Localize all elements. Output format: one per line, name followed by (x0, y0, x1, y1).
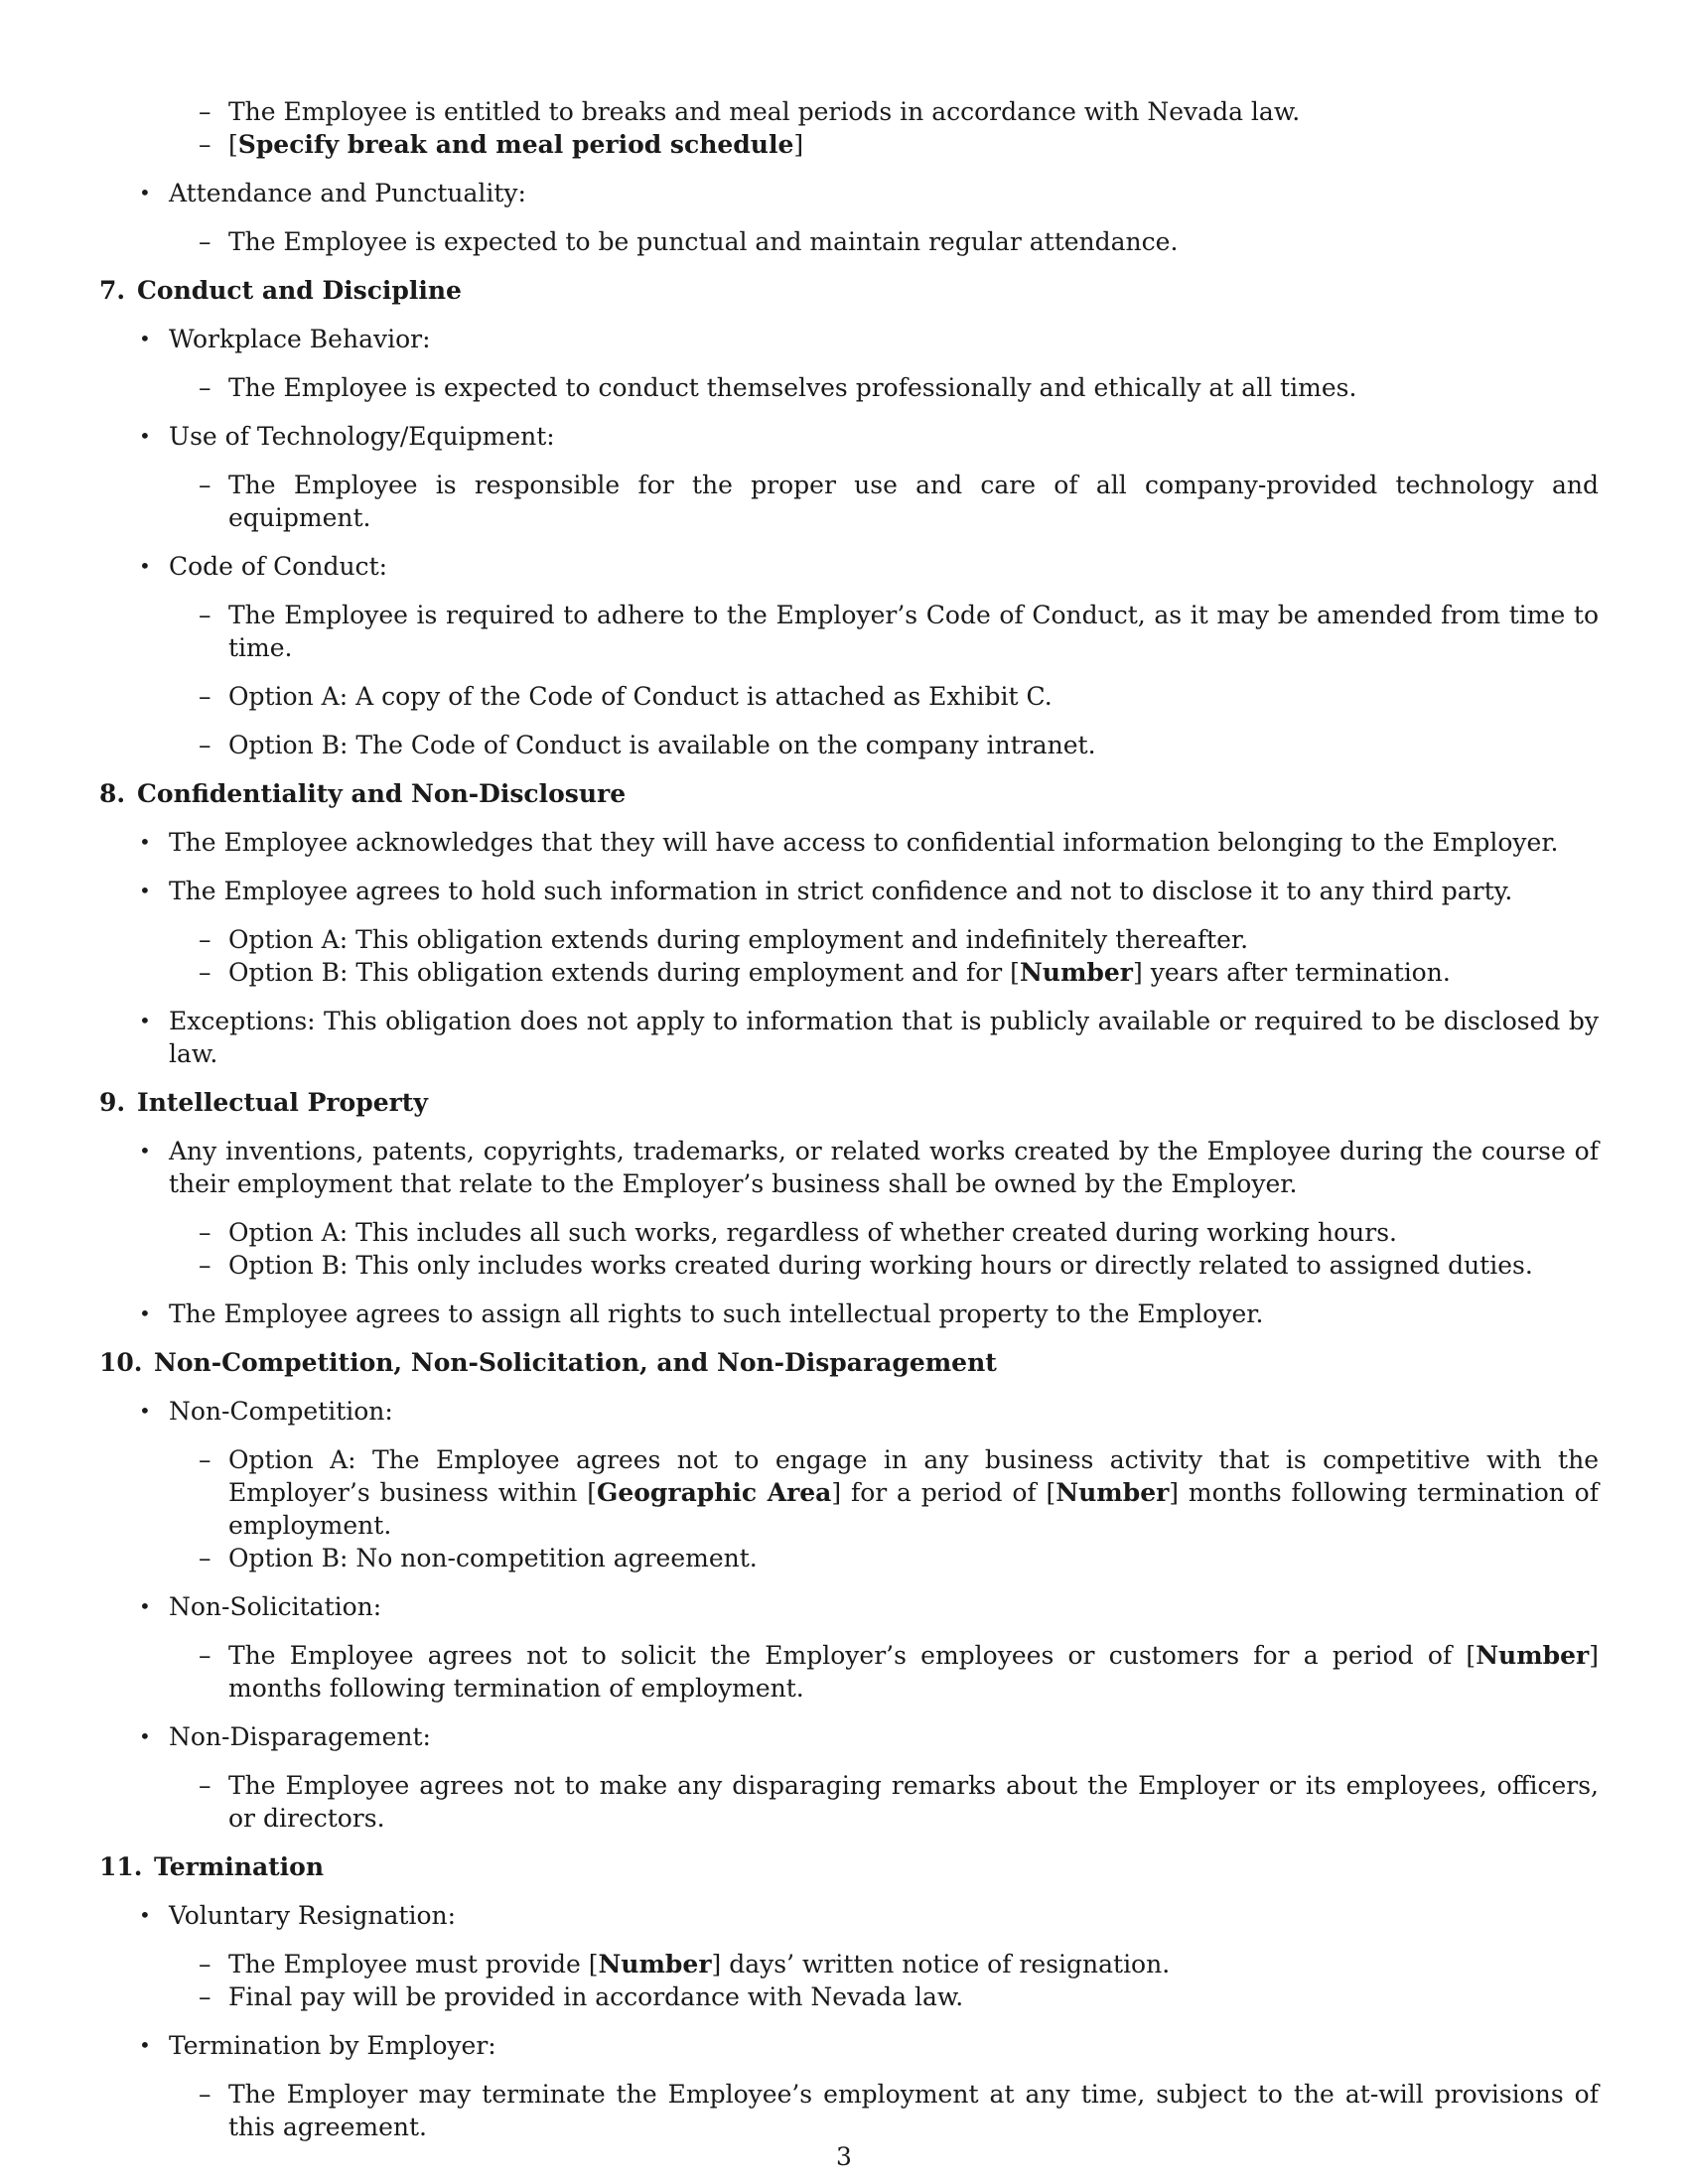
bullet-item: • The Employee acknowledges that they will have access to confidential information belonging to the Employer. (139, 828, 1559, 857)
list-item: – The Employee agrees not to solicit the Employer’s employees or customers for a period of [Number] months following termination of employment. (199, 1641, 1599, 1703)
dash-marker: – (199, 1251, 211, 1280)
dash-marker: – (199, 682, 211, 711)
bullet-item: • The Employee agrees to assign all rights to such intellectual property to the Employer. (139, 1299, 1264, 1328)
bullet-marker: • (139, 1594, 151, 1618)
bullet-item: • Exceptions: This obligation does not apply to information that is publicly available or required to be disclosed by law. (139, 1007, 1599, 1068)
list-item: – The Employee is required to adhere to the Employer’s Code of Conduct, as it may be amended from time to time. (199, 601, 1599, 662)
bullet-marker: • (139, 1399, 151, 1423)
dash-marker: – (199, 471, 211, 499)
dash-marker: – (199, 1544, 211, 1572)
list-item: – The Employee is expected to be punctual and maintain regular attendance. (199, 227, 1179, 256)
section-heading-11: 11. Termination (99, 1852, 325, 1881)
bullet-marker: • (139, 1009, 151, 1032)
bullet-item: • Any inventions, patents, copyrights, trademarks, or related works created by the Employee during the course of their employment that relate to the Employer’s business shall be owned by the Employer. (139, 1137, 1599, 1198)
bullet-item: • Attendance and Punctuality: (139, 179, 526, 207)
section-heading-9: 9. Intellectual Property (99, 1088, 428, 1117)
dash-marker: – (199, 958, 211, 987)
dash-marker: – (199, 731, 211, 759)
list-item: – Final pay will be provided in accordance with Nevada law. (199, 1982, 964, 2011)
bullet-item: • Workplace Behavior: (139, 325, 431, 353)
list-item: – Option B: This only includes works created during working hours or directly related to assigned duties. (199, 1251, 1533, 1280)
bullet-marker: • (139, 424, 151, 448)
page-number: 3 (836, 2142, 852, 2171)
list-item: – Option A: This obligation extends during employment and indefinitely thereafter. (199, 925, 1249, 954)
dash-marker: – (199, 97, 211, 126)
section-heading-8: 8. Confidentiality and Non-Disclosure (99, 779, 627, 808)
list-item: – Option B: The Code of Conduct is available on the company intranet. (199, 731, 1096, 759)
list-item: – The Employee must provide [Number] days’ written notice of resignation. (199, 1950, 1171, 1979)
bullet-item: • Termination by Employer: (139, 2031, 496, 2060)
bullet-marker: • (139, 1903, 151, 1927)
list-item: – Option B: This obligation extends during employment and for [Number] years after termination. (199, 958, 1451, 987)
dash-marker: – (199, 1771, 211, 1800)
bullet-item: • Non-Disparagement: (139, 1722, 431, 1751)
dash-marker: – (199, 1641, 211, 1670)
placeholder-field: Number (1019, 958, 1133, 987)
bullet-marker: • (139, 1301, 151, 1325)
section-heading-7: 7. Conduct and Discipline (99, 276, 462, 305)
dash-marker: – (199, 601, 211, 629)
placeholder-field: Number (1476, 1641, 1590, 1670)
dash-marker: – (199, 130, 211, 159)
dash-marker: – (199, 1218, 211, 1247)
bullet-marker: • (139, 2033, 151, 2057)
bullet-item: • Code of Conduct: (139, 552, 388, 581)
placeholder-field: Number (1055, 1478, 1170, 1507)
list-item: – Option A: This includes all such works, regardless of whether created during working hours. (199, 1218, 1397, 1247)
document-page (99, 95, 1599, 2143)
list-item: – The Employee is expected to conduct themselves professionally and ethically at all times. (199, 373, 1357, 402)
bullet-item: • The Employee agrees to hold such information in strict confidence and not to disclose it to any third party. (139, 877, 1513, 905)
placeholder-field: Number (598, 1950, 712, 1979)
bullet-item: • Non-Competition: (139, 1397, 393, 1426)
dash-marker: – (199, 1445, 211, 1474)
placeholder-field: Geographic Area (596, 1478, 832, 1507)
bullet-marker: • (139, 554, 151, 578)
bullet-marker: • (139, 181, 151, 205)
list-item: – Option B: No non-competition agreement. (199, 1544, 758, 1572)
list-item: – Option A: The Employee agrees not to engage in any business activity that is competitive with the Employer’s business within [Geographic Area] for a period of [Number] months following termination of employment. (199, 1445, 1599, 1540)
section-heading-10: 10. Non-Competition, Non-Solicitation, and Non-Disparagement (99, 1348, 997, 1377)
bullet-marker: • (139, 879, 151, 902)
bullet-marker: • (139, 327, 151, 350)
bullet-marker: • (139, 830, 151, 854)
dash-marker: – (199, 373, 211, 402)
list-item: – Option A: A copy of the Code of Conduct is attached as Exhibit C. (199, 682, 1053, 711)
list-item: – The Employee agrees not to make any disparaging remarks about the Employer or its employees, officers, or directors. (199, 1771, 1599, 1833)
dash-marker: – (199, 1982, 211, 2011)
placeholder-field: Specify break and meal period schedule (237, 130, 794, 159)
list-item: – The Employee is entitled to breaks and meal periods in accordance with Nevada law. (199, 97, 1301, 126)
dash-marker: – (199, 2080, 211, 2109)
bullet-item: • Use of Technology/Equipment: (139, 422, 555, 451)
dash-marker: – (199, 1950, 211, 1979)
dash-marker: – (199, 925, 211, 954)
list-item: – The Employee is responsible for the proper use and care of all company-provided technology and equipment. (199, 471, 1599, 532)
list-item: – [Specify break and meal period schedule] (199, 130, 804, 159)
bullet-marker: • (139, 1724, 151, 1748)
dash-marker: – (199, 227, 211, 256)
bullet-item: • Voluntary Resignation: (139, 1901, 457, 1930)
bullet-marker: • (139, 1139, 151, 1162)
bullet-item: • Non-Solicitation: (139, 1592, 382, 1621)
list-item: – The Employer may terminate the Employee’s employment at any time, subject to the at-will provisions of this agreement. (199, 2080, 1599, 2141)
